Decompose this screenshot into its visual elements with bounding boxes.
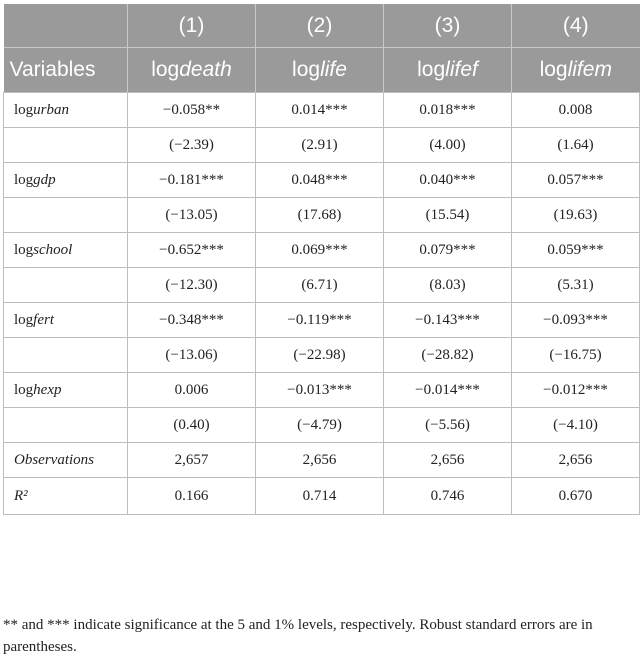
tstat-cell: (−12.30) bbox=[128, 268, 256, 303]
coef-cell: 0.079*** bbox=[384, 233, 512, 268]
row-variable bbox=[4, 303, 128, 338]
col-number-3: (3) bbox=[384, 4, 512, 48]
coef-cell: −0.014*** bbox=[384, 373, 512, 408]
table-row-r2 bbox=[4, 478, 640, 515]
coef-cell: 0.069*** bbox=[256, 233, 384, 268]
header-blank bbox=[4, 4, 128, 48]
row-blank bbox=[4, 268, 128, 303]
coef-cell: 0.008 bbox=[512, 93, 640, 128]
r2-label: R² bbox=[4, 478, 128, 515]
dep-var-prefix: log bbox=[539, 58, 568, 81]
var-name: school bbox=[33, 241, 73, 258]
tstat-cell: (5.31) bbox=[512, 268, 640, 303]
table-row-tstat bbox=[4, 268, 640, 303]
row-variable bbox=[4, 163, 128, 198]
coef-cell: 0.059*** bbox=[512, 233, 640, 268]
tstat-cell: (−22.98) bbox=[256, 338, 384, 373]
var-prefix: log bbox=[14, 241, 34, 258]
dep-var-prefix: log bbox=[417, 58, 446, 81]
var-prefix: log bbox=[14, 381, 34, 398]
col-number-2: (2) bbox=[256, 4, 384, 48]
tstat-cell: (0.40) bbox=[128, 408, 256, 443]
table-footnote: ** and *** indicate significance at the 5 and 1% levels, respectively. Robust standard errors are in parentheses. bbox=[3, 617, 593, 655]
coef-cell: 0.057*** bbox=[512, 163, 640, 198]
row-blank bbox=[4, 128, 128, 163]
obs-cell: 2,657 bbox=[128, 443, 256, 478]
row-variable bbox=[4, 93, 128, 128]
coef-cell: −0.181*** bbox=[128, 163, 256, 198]
coef-cell: 0.014*** bbox=[256, 93, 384, 128]
observations-label: Observations bbox=[4, 443, 128, 478]
table-row-tstat bbox=[4, 408, 640, 443]
dep-var-name: death bbox=[179, 58, 232, 81]
var-prefix: log bbox=[14, 311, 34, 328]
regression-table bbox=[3, 4, 640, 515]
obs-cell: 2,656 bbox=[384, 443, 512, 478]
col-number-1: (1) bbox=[128, 4, 256, 48]
dep-var-4 bbox=[512, 48, 640, 93]
tstat-cell: (17.68) bbox=[256, 198, 384, 233]
coef-cell: −0.093*** bbox=[512, 303, 640, 338]
var-prefix: log bbox=[14, 101, 34, 118]
tstat-cell: (2.91) bbox=[256, 128, 384, 163]
dep-var-2 bbox=[256, 48, 384, 93]
r2-cell: 0.670 bbox=[512, 478, 640, 515]
r2-cell: 0.166 bbox=[128, 478, 256, 515]
table-row-observations bbox=[4, 443, 640, 478]
coef-cell: −0.013*** bbox=[256, 373, 384, 408]
coef-cell: −0.652*** bbox=[128, 233, 256, 268]
dep-var-name: life bbox=[320, 58, 347, 81]
tstat-cell: (−2.39) bbox=[128, 128, 256, 163]
tstat-cell: (−4.79) bbox=[256, 408, 384, 443]
var-prefix: log bbox=[14, 171, 34, 188]
row-variable bbox=[4, 233, 128, 268]
r2-cell: 0.714 bbox=[256, 478, 384, 515]
obs-cell: 2,656 bbox=[512, 443, 640, 478]
tstat-cell: (6.71) bbox=[256, 268, 384, 303]
coef-cell: −0.119*** bbox=[256, 303, 384, 338]
dep-var-prefix: log bbox=[292, 58, 321, 81]
coef-cell: 0.048*** bbox=[256, 163, 384, 198]
var-name: fert bbox=[33, 311, 55, 328]
dep-var-1 bbox=[128, 48, 256, 93]
coef-cell: −0.348*** bbox=[128, 303, 256, 338]
row-blank bbox=[4, 338, 128, 373]
tstat-cell: (−13.05) bbox=[128, 198, 256, 233]
dep-var-name: lifem bbox=[567, 58, 612, 81]
var-name: hexp bbox=[33, 381, 62, 398]
col-number-4: (4) bbox=[512, 4, 640, 48]
obs-cell: 2,656 bbox=[256, 443, 384, 478]
tstat-cell: (4.00) bbox=[384, 128, 512, 163]
table-row-tstat bbox=[4, 198, 640, 233]
coef-cell: 0.040*** bbox=[384, 163, 512, 198]
table-row-coef bbox=[4, 93, 640, 128]
coef-cell: −0.012*** bbox=[512, 373, 640, 408]
row-blank bbox=[4, 408, 128, 443]
table-row-coef bbox=[4, 233, 640, 268]
coef-cell: 0.018*** bbox=[384, 93, 512, 128]
row-variable bbox=[4, 373, 128, 408]
tstat-cell: (15.54) bbox=[384, 198, 512, 233]
tstat-cell: (8.03) bbox=[384, 268, 512, 303]
table-row-coef bbox=[4, 163, 640, 198]
variables-header: Variables bbox=[4, 48, 128, 93]
header-row-numbers bbox=[4, 4, 640, 48]
tstat-cell: (−5.56) bbox=[384, 408, 512, 443]
tstat-cell: (−16.75) bbox=[512, 338, 640, 373]
r2-cell: 0.746 bbox=[384, 478, 512, 515]
row-blank bbox=[4, 198, 128, 233]
tstat-cell: (−28.82) bbox=[384, 338, 512, 373]
regression-table-container bbox=[3, 4, 639, 515]
tstat-cell: (−4.10) bbox=[512, 408, 640, 443]
coef-cell: 0.006 bbox=[128, 373, 256, 408]
table-row-tstat bbox=[4, 128, 640, 163]
dep-var-prefix: log bbox=[151, 58, 180, 81]
var-name: urban bbox=[33, 101, 70, 118]
var-name: gdp bbox=[33, 171, 56, 188]
table-row-tstat bbox=[4, 338, 640, 373]
dep-var-name: lifef bbox=[445, 58, 478, 81]
dep-var-3 bbox=[384, 48, 512, 93]
tstat-cell: (1.64) bbox=[512, 128, 640, 163]
tstat-cell: (−13.06) bbox=[128, 338, 256, 373]
table-row-coef bbox=[4, 373, 640, 408]
coef-cell: −0.058** bbox=[128, 93, 256, 128]
coef-cell: −0.143*** bbox=[384, 303, 512, 338]
tstat-cell: (19.63) bbox=[512, 198, 640, 233]
table-row-coef bbox=[4, 303, 640, 338]
header-row-variables bbox=[4, 48, 640, 93]
